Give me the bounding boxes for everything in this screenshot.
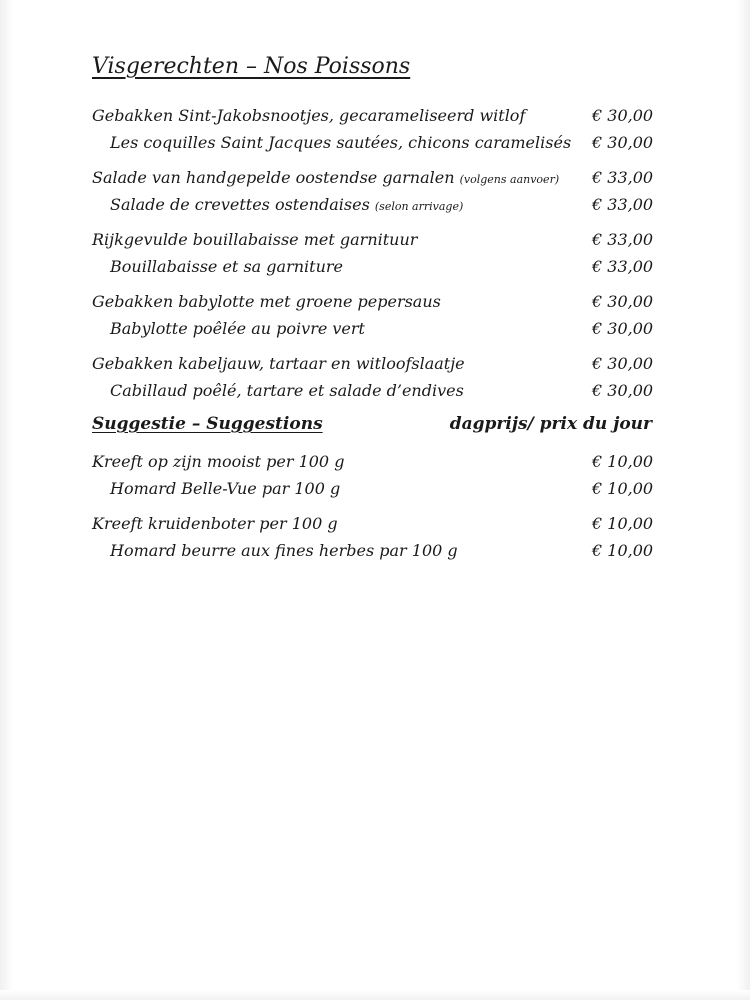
dish-name: Salade de crevettes ostendaises (selon arrivage) <box>110 195 464 214</box>
suggestion-price: € 10,00 <box>592 541 654 560</box>
suggestion-row-fr <box>92 537 658 564</box>
dish-name: Salade van handgepelde oostendse garnalen (volgens aanvoer) <box>92 168 560 187</box>
dish-row-fr <box>92 191 658 218</box>
page-edge-right <box>736 0 750 1000</box>
dish-group <box>92 102 658 156</box>
suggestions-title: Suggestie – Suggestions <box>92 414 323 434</box>
dish-group <box>92 226 658 280</box>
dish-price: € 30,00 <box>592 133 654 152</box>
suggestion-name: Kreeft kruidenboter per 100 g <box>92 514 338 533</box>
dish-name: Gebakken kabeljauw, tartaar en witloofslaatje <box>92 354 465 373</box>
dish-name: Cabillaud poêlé, tartare et salade d’endives <box>110 381 464 400</box>
page-edge-bottom <box>0 990 750 1000</box>
suggestion-name: Homard beurre aux fines herbes par 100 g <box>110 541 458 560</box>
menu-heading: Visgerechten – Nos Poissons <box>92 54 411 79</box>
dish-row-nl <box>92 164 658 191</box>
menu-page <box>92 52 658 572</box>
dish-name: Babylotte poêlée au poivre vert <box>110 319 365 338</box>
dish-row-fr <box>92 377 658 404</box>
dish-row-fr <box>92 253 658 280</box>
dish-name: Les coquilles Saint Jacques sautées, chicons caramelisés <box>110 133 572 152</box>
dish-price: € 33,00 <box>592 230 654 249</box>
dish-name: Rijkgevulde bouillabaisse met garnituur <box>92 230 418 249</box>
dish-price: € 33,00 <box>592 257 654 276</box>
suggestions-price-label: dagprijs/ prix du jour <box>449 414 652 434</box>
suggestion-group <box>92 510 658 564</box>
dish-group <box>92 288 658 342</box>
suggestion-group <box>92 448 658 502</box>
dish-price: € 33,00 <box>592 195 654 214</box>
suggestion-price: € 10,00 <box>592 479 654 498</box>
dish-price: € 30,00 <box>592 354 654 373</box>
dish-name: Bouillabaisse et sa garniture <box>110 257 343 276</box>
dish-price: € 33,00 <box>592 168 654 187</box>
dish-price: € 30,00 <box>592 106 654 125</box>
suggestion-price: € 10,00 <box>592 514 654 533</box>
dish-row-fr <box>92 315 658 342</box>
suggestion-name: Kreeft op zijn mooist per 100 g <box>92 452 345 471</box>
dish-group <box>92 164 658 218</box>
dish-group <box>92 350 658 404</box>
suggestion-row-fr <box>92 475 658 502</box>
dish-name: Gebakken Sint-Jakobsnootjes, gecarameliseerd witlof <box>92 106 526 125</box>
dish-row-fr <box>92 129 658 156</box>
dish-note: (volgens aanvoer) <box>459 173 560 186</box>
page-edge-left <box>0 0 14 1000</box>
dish-price: € 30,00 <box>592 381 654 400</box>
suggestion-row-nl <box>92 448 658 475</box>
suggestion-price: € 10,00 <box>592 452 654 471</box>
suggestions-heading <box>92 410 658 438</box>
dish-price: € 30,00 <box>592 319 654 338</box>
dish-row-nl <box>92 226 658 253</box>
dish-price: € 30,00 <box>592 292 654 311</box>
dish-note: (selon arrivage) <box>374 200 464 213</box>
dish-row-nl <box>92 102 658 129</box>
dish-name: Gebakken babylotte met groene pepersaus <box>92 292 441 311</box>
dish-row-nl <box>92 288 658 315</box>
suggestion-row-nl <box>92 510 658 537</box>
dish-row-nl <box>92 350 658 377</box>
suggestion-name: Homard Belle-Vue par 100 g <box>110 479 341 498</box>
